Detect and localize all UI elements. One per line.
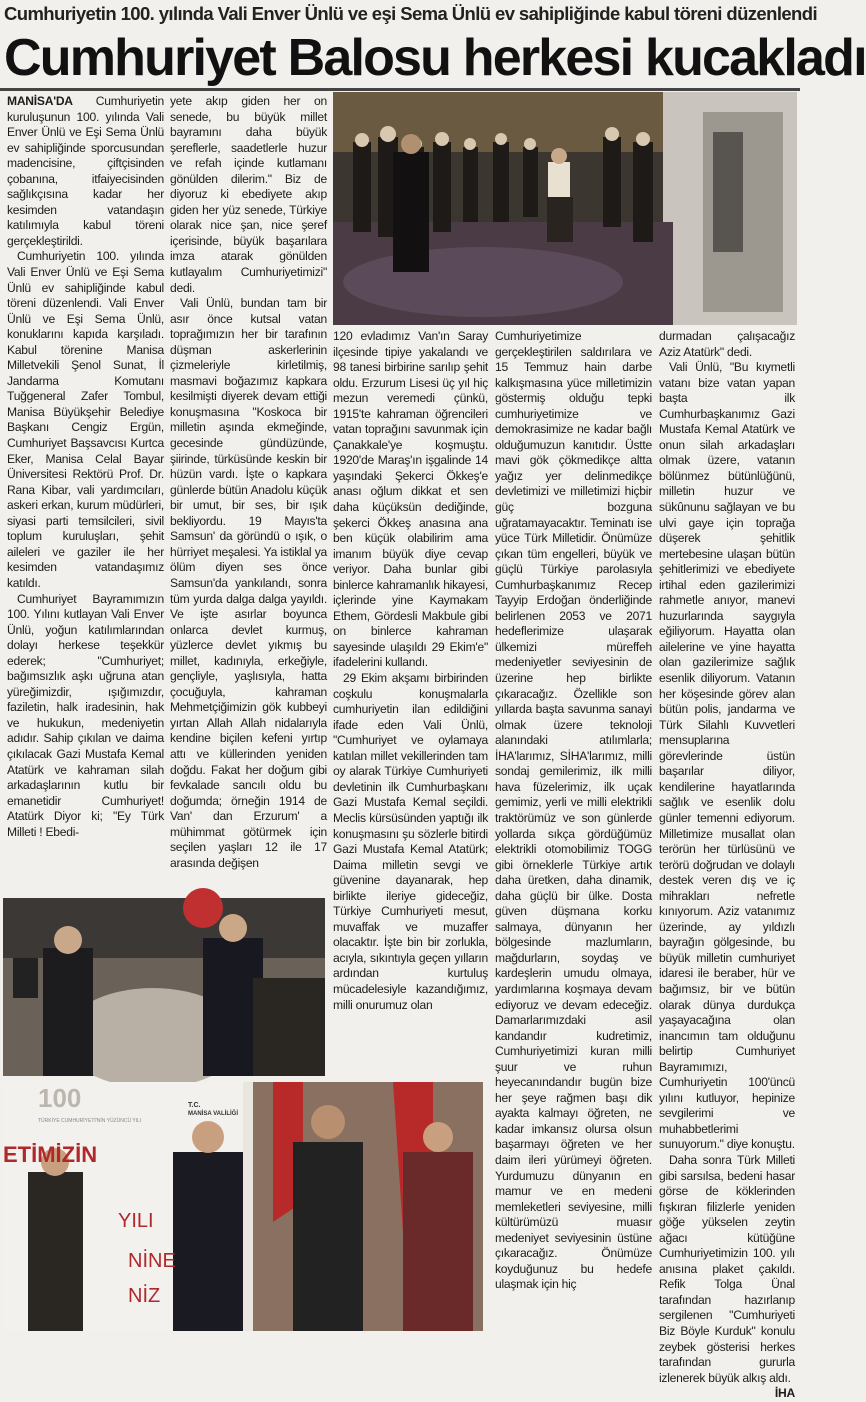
paragraph: Cumhuriyet Bayramımızın 100. Yılını kutlayan Vali Enver Ünlü, yoğun katılımlarından dolayı herkese teşekkür ederek; "Cumhuriyet; bağımsızlık aşkı uğruna atan yüreğimizdir, ışığımızdır, faziletin, halk iradesinin, hak ve hukukun, medeniyetin adıdır. Sahip çıkılan ve daima çıkılacak Gazi Mustafa Kemal Atatürk ve kahraman silah arkadaşlarının kutlu bir emanetidir Cumhuriyet! Atatürk Diyor ki; "Ey Türk Milleti ! Ebedi-: [7, 591, 164, 839]
article-column-4: [495, 329, 652, 1327]
photo-ballroom-dance: [333, 92, 797, 325]
lead-text: Cumhuriyetin kuruluşunun 100. yılında Vali Enver Ünlü ve Eşi Sema Ünlü ev sahipliğinde sporcusundan madencisine, çiftçisinden çobanına, itfaiyecisinden sağlıkçısına kadar her kesimden vatandaşın katılımıyla kabul töreni gerçekleştirildi.: [7, 94, 164, 248]
paragraph: Daha sonra Türk Milleti gibi sarsılsa, bedeni hasar görse de köklerinden fışkıran filizlerle yeniden göğe yükselen zeytin ağacı kütüğüne Cumhuriyetimizin 100. yılı anısına plaket çakıldı. Refik Tolga Ünal tarafından hazırlanıp sergilenen "Cumhuriyeti Biz Böyle Kurduk" konulu zeybek gösterisi herkes tarafından gururla izlenerek büyük alkış aldı.: [659, 1152, 795, 1385]
banner-text-2: NİNE: [128, 1250, 176, 1272]
photo-zeybek-handshake: [3, 1082, 483, 1331]
paragraph: 120 evladımız Van'ın Saray ilçesinde tipiye yakalandı ve 98 tanesi birbirine sarılıp şehit oldu. Erzurum Lisesi üç yıl hiç mezun veremedi çünkü, 1915'te kahraman öğrencileri vatan toprağını savunmak için Çanakkale'ye koşmuştu. 1920'de Maraş'ın işgalinde 14 yaşındaki Şekerci Ökkeş'e anası oğlum dikkat et sen daha küçüksün dediğinde, şekerci Ökkeş anasına ana ben küçük olabilirim ama imanım büyük diye cevap veriyor. Daha bunlar gibi binlerce kahramanlık hikayesi, içlerinde yine Kaymakam Ethem, Gördesli Makbule gibi on binlerce kahraman sayesinde ulaşıldı 29 Ekim'e" ifadelerini kullandı.: [333, 329, 488, 670]
article-column-2: [170, 94, 327, 894]
banner-year: YILI: [118, 1210, 154, 1232]
photo-ballroom-image: [333, 92, 797, 325]
photo-plaque-ceremony: [3, 898, 325, 1076]
banner-logo: 100: [38, 1083, 82, 1113]
article-column-1: [7, 94, 164, 894]
headline: Cumhuriyet Balosu herkesi kucakladı: [4, 29, 866, 87]
paragraph: durmadan çalışacağız Aziz Atatürk" dedi.: [659, 329, 795, 359]
banner-tc: T.C.: [188, 1102, 201, 1109]
photo-plaque-image: [3, 898, 325, 1076]
banner-text-3: NİZ: [128, 1285, 161, 1307]
paragraph: 29 Ekim akşamı birbirinden coşkulu konuşmalarla cumhuriyetin ilan edildiğini ifade eden Vali Ünlü, "Cumhuriyet ve oylamaya katılan millet vekillerinden tam oy alarak Türkiye Cumhuriyeti devletinin ilk Cumhurbaşkanı Gazi Mustafa Kemal seçildi. Meclis kürsüsünden yaptığı ilk konuşmasını şu sözlerle bitirdi Gazi Mustafa Kemal Atatürk; Daima milletin sevgi ve güvenine dayanarak, hep birlikte ileriye gideceğiz, Türkiye Cumhuriyeti mesut, muvaffak ve muzaffer olacaktır. İşte bin bir zorlukla, acıyla, sıkıntıyla geçen yılların ardından kurtuluş mücadelesiyle kazandığımız, milli onurumuz olan: [333, 671, 488, 1012]
paragraph: Cumhuriyetin 100. yılında Vali Enver Ünlü ve Eşi Sema Ünlü ev sahipliğinde kabul töreni düzenlendi. Vali Enver Ünlü ve Eşi Sema Ünlü, konuklarını kapıda karşıladı. Kabul törenine Manisa Milletvekili Şenol Sunat, İl Jandarma Komutanı Tuğgeneral Zafer Tombul, Manisa Büyükşehir Belediye Başkanı Cengiz Ergün, Cumhuriyet Başsavcısı Kurtca Eker, Manisa Celal Bayar Üniversitesi Rektörü Prof. Dr. Rana Kibar, vali yardımcıları, askeri erkan, kurum müdürleri, siyasi parti temsilcileri, sivil toplum kuruluşları, şehit aileleri ve gaziler ile her kesimden vatandaşımız katıldı.: [7, 249, 164, 590]
banner-text: ETİMİZİN: [3, 1142, 98, 1167]
lead-paragraph: [7, 94, 164, 249]
paragraph: Cumhuriyetimize gerçekleştirilen saldırılara ve 15 Temmuz hain darbe kalkışmasına yüce milletimizin göstermiş olduğu tepki cumhuriyetimize ve demokrasimize ne kadar bağlı olduğumuzun kanıtıdır. Üstte mavi gök çökmedikçe altta yağız yer delinmedikçe devletimizi ve milletimizi hiçbir güç bozguna uğratamayacaktır. Teminatı ise yüce Türk Milletidir. Önümüze çıkan tüm engelleri, büyük ve güçlü Türkiye parolasıyla Cumhurbaşkanımız Recep Tayyip Erdoğan önderliğinde belirlenen 2053 ve 2071 hedeflerimize ulaşarak ülkemizi müreffeh medeniyetler seviyesinin de üzerine hep birlikte çıkaracağız. Özellikle son yıllarda başta savunma sanayi olmak üzere teknoloji alanındaki atılımlarla; İHA'larımız, SİHA'larımız, milli sondaj gemilerimiz, ilk milli hava füzelerimiz, ilk uçak gemimiz, yerli ve milli elektrikli traktörümüz ve son günlerde yollarda sıkça gördüğümüz elektrikli otomobilimiz TOGG gibi örneklerle Türkiye artık daha üretken, daha dinamik, daha güçlü bir ülke. Dosta güven düşmana korku salmaya, dünyanın her bölgesinde mazlumların, mağdurların, soydaş ve kardeşlerin umudu olmaya, yardımlarına koşmaya devam ediyoruz ve devam edeceğiz. Damarlarımızdaki asil kandandır kudretimiz, Cumhuriyetimizi kuran milli şuur ve ruhun heyecanındandır bugün bize her şeye rağmen başı dik ayakta kalmayı öğreten, ne kadar imkansız olursa olsun başarmayı öğreten ve her daim ileri yürümeyi öğreten. Yurdumuzu dünyanın en mamur ve en medeni memleketleri seviyesine, milli kültürümüzü muasır medeniyet seviyesinin üstüne çıkaracağız. Önümüze koyduğunuz bu hedefe ulaşmak için hiç: [495, 329, 652, 1292]
banner-subtitle: TÜRKİYE CUMHURİYETİ'NİN YÜZÜNCÜ YILI: [38, 1118, 142, 1124]
agency-signature: İHA: [774, 1386, 795, 1401]
paragraph: Vali Ünlü, "Bu kıymetli vatanı bize vatan yapan başta ilk Cumhurbaşkanımız Gazi Mustafa Kemal Atatürk ve onun silah arkadaşları olmak üzere, vatanın bölünmez bütünlüğünü, milletin huzur ve sükûnunu sağlayan ve bu ulvi gaye için toprağa düşerek şehitlik mertebesine ulaşan bütün şehitlerimizi ve ebediyete irtihal eden gazilerimizi rahmetle anıyor, manevi huzurlarında saygıyla eğiliyorum. Hayatta olan ailelerine ve yine hayatta olan gazilerimize sağlık esenlik diliyorum. Vatanın her köşesinde görev alan bütün polis, jandarma ve Türk Silahlı Kuvvetleri mensuplarına görevlerinde üstün başarılar diliyor, kendilerine hayatlarında sağlık ve esenlik dolu günler temenni ediyorum. Milletimize musallat olan terörün her türlüsünü ve terörü doğrudan ve dolaylı destek veren dış ve iç mihrakları nefretle kınıyorum. Aziz vatanımız üzerinde, ay yıldızlı bayrağın gölgesinde, bu büyük milletin cumhuriyet idaresi ile beraber, hür ve bağımsız, bir ve bütün olarak dünya durdukça yaşayacağına olan inancımın tam olduğunu belirtip Cumhuriyet Bayramımızı, Cumhuriyetin 100'üncü yılını kutluyor, hepinize sevgilerimi ve muhabbetlerimi sunuyorum." diye konuştu.: [659, 360, 795, 1152]
dateline: MANİSA'DA: [7, 94, 73, 108]
article-column-3: [333, 329, 488, 1067]
banner-valilik: MANİSA VALİLİĞİ: [188, 1111, 238, 1117]
article-column-5: [659, 329, 795, 1401]
paragraph: Vali Ünlü, bundan tam bir asır önce kutsal vatan toprağımızın her bir tarafının düşman askerlerinin çizmeleriyle kirletilmiş, masmavi boğazımız kapkara kesilmişti diyerek devam ettiği konuşmasına "Koskoca bir milletin aşında ekmeğinde, gecesinde gündüzünde, şiirinde, türküsünde keskin bir hüzün vardı. İşte o kapkara günlerde bütün Anadolu küçük bir umut, bir ses, bir ışık bekliyordu. 19 Mayıs'ta Samsun' da göründü o ışık, o hürriyet meşalesi. Ya istiklal ya ölüm diyen ses önce Samsun'da yankılandı, sonra tüm yurda dalga dalga yayıldı. Ve işte asırlar boyunca onlarca devlet kurmuş, yüzlerce devlet yıkmış bu millet, kadınıyla, erkeğiyle, gençliyle, yaşlısıyla, hatta çocuğuyla, kahraman Mehmetçiğimizin gök kubbeyi yırtan Allah Allah nidalarıyla kendine biçilen kefeni yırtıp attı ve küllerinden yeniden doğdu. Fakat her doğum gibi fevkalade sancılı oldu bu doğumda; örneğin 1914 de Van' dan Erzurum' a mühimmat götürmek için seçilen yaşları 12 ile 17 arasında değişen: [170, 296, 327, 870]
headline-rule: [0, 88, 800, 91]
paragraph: yete akıp giden her on senede, bu büyük millet bayramını daha büyük şereflerle, saadetlerle huzur ve refah içinde kutlamanı gönülden dilerim." Biz de diyoruz ki ebediyete akıp giden her yüz senede, Türkiye olarak nice şan, nice şeref içerisinde, büyük başarılara imza atarak gönülden kutlayalım Cumhuriyetimizi" dedi.: [170, 94, 327, 295]
supertitle: Cumhuriyetin 100. yılında Vali Enver Ünlü ve eşi Sema Ünlü ev sahipliğinde kabul töreni düzenlendi: [4, 3, 817, 24]
photo-handshake-image: [3, 1082, 483, 1331]
